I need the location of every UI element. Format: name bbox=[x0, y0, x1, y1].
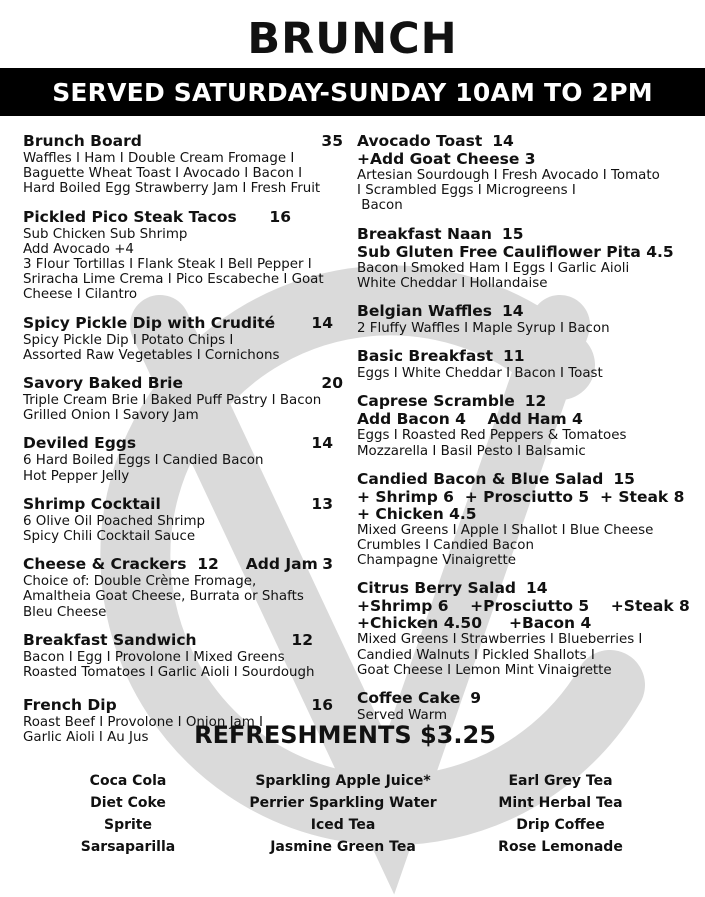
menu-column-left bbox=[23, 132, 343, 757]
menu-item-brunch-board bbox=[23, 132, 343, 197]
item-desc: Mixed Greens I Strawberries I Blueberries I bbox=[357, 632, 643, 648]
menu-item-candied-bacon-salad bbox=[357, 470, 697, 569]
item-name: French Dip bbox=[23, 696, 117, 715]
item-desc: Roast Beef I Provolone I Onion Jam I bbox=[23, 715, 263, 731]
item-desc: Goat Cheese I Lemon Mint Vinaigrette bbox=[357, 662, 612, 678]
item-desc: Hard Boiled Egg Strawberry Jam I Fresh Fruit bbox=[23, 181, 321, 197]
menu-item-shrimp-cocktail bbox=[23, 495, 343, 544]
item-name: Savory Baked Brie bbox=[23, 374, 183, 393]
menu-column-right bbox=[357, 132, 697, 734]
drink-item: Coca Cola bbox=[89, 773, 167, 789]
menu-item-pickle-dip bbox=[23, 314, 343, 363]
drink-item: Diet Coke bbox=[90, 795, 166, 811]
menu-item-cheese-crackers bbox=[23, 555, 343, 620]
item-name: Candied Bacon & Blue Salad bbox=[357, 469, 604, 488]
page-title: BRUNCH bbox=[247, 14, 458, 64]
menu-item-avocado-toast bbox=[357, 132, 697, 214]
item-name: Shrimp Cocktail bbox=[23, 494, 161, 513]
drink-item: Sarsaparilla bbox=[80, 839, 176, 855]
item-desc: Candied Walnuts I Pickled Shallots I bbox=[357, 647, 595, 663]
item-desc: Mixed Greens I Apple I Shallot I Blue Cheese bbox=[357, 522, 654, 538]
item-price: 3 bbox=[322, 555, 333, 574]
serving-hours-text: SERVED SATURDAY-SUNDAY 10AM TO 2PM bbox=[52, 77, 653, 107]
item-desc: 3 Flour Tortillas I Flank Steak I Bell Pepper I bbox=[23, 257, 312, 273]
drink-item: Sparkling Apple Juice* bbox=[255, 773, 431, 789]
item-name: Brunch Board bbox=[23, 132, 142, 150]
item-price: 11 bbox=[502, 347, 525, 366]
item-addon: Add Bacon 4 Add Ham 4 bbox=[357, 410, 583, 429]
item-desc: Add Avocado +4 bbox=[23, 241, 134, 257]
item-price: 20 bbox=[321, 374, 343, 393]
drink-column bbox=[58, 770, 198, 858]
item-name: Breakfast Naan bbox=[357, 224, 492, 243]
item-desc: Served Warm bbox=[357, 708, 448, 724]
item-desc: Garlic Aioli I Au Jus bbox=[23, 730, 149, 746]
item-price: 16 bbox=[311, 696, 333, 715]
menu-item-citrus-berry-salad bbox=[357, 579, 697, 678]
drink-item: Rose Lemonade bbox=[498, 839, 623, 855]
item-desc: Hot Pepper Jelly bbox=[23, 468, 130, 484]
menu-item-baked-brie bbox=[23, 374, 343, 423]
item-desc: Bleu Cheese bbox=[23, 604, 107, 620]
refreshments-title: REFRESHMENTS $3.25 bbox=[194, 721, 496, 749]
item-price: 15 bbox=[501, 224, 524, 243]
item-addon: +Chicken 4.50 +Bacon 4 bbox=[357, 614, 592, 633]
menu-item-deviled-eggs bbox=[23, 434, 343, 483]
item-desc: 6 Olive Oil Poached Shrimp bbox=[23, 513, 206, 529]
menu-item-breakfast-naan bbox=[357, 225, 697, 291]
item-desc: Assorted Raw Vegetables I Cornichons bbox=[23, 347, 280, 363]
item-price: 14 bbox=[492, 132, 514, 150]
item-desc: Mozzarella I Basil Pesto I Balsamic bbox=[357, 443, 586, 459]
item-desc: Sub Chicken Sub Shrimp bbox=[23, 226, 188, 242]
serving-hours-banner bbox=[0, 68, 705, 116]
menu-item-breakfast-sandwich bbox=[23, 631, 343, 680]
item-price: 14 bbox=[311, 434, 333, 453]
menu-item-coffee-cake bbox=[357, 689, 697, 723]
item-name: Cheese & Crackers 12 Add Jam bbox=[23, 555, 318, 574]
item-price: 16 bbox=[269, 207, 291, 226]
item-name: Citrus Berry Salad bbox=[357, 579, 517, 598]
item-addon: + Shrimp 6 + Prosciutto 5 + Steak 8 bbox=[357, 487, 685, 506]
item-desc: Crumbles I Candied Bacon bbox=[357, 538, 534, 554]
item-price: 12 bbox=[524, 392, 547, 411]
item-desc: Triple Cream Brie I Baked Puff Pastry I Bacon bbox=[23, 393, 322, 409]
item-name: Deviled Eggs bbox=[23, 434, 137, 453]
item-addon: +Add Goat Cheese 3 bbox=[357, 150, 536, 168]
item-addon: +Shrimp 6 +Prosciutto 5 +Steak 8 bbox=[357, 597, 690, 616]
item-name: Breakfast Sandwich bbox=[23, 630, 197, 649]
item-price: 14 bbox=[501, 302, 524, 321]
item-desc: Sriracha Lime Crema I Pico Escabeche I Goat bbox=[23, 272, 324, 288]
menu-item-basic-breakfast bbox=[357, 347, 697, 381]
item-name: Avocado Toast bbox=[357, 132, 483, 150]
item-desc: 6 Hard Boiled Eggs I Candied Bacon bbox=[23, 453, 264, 469]
item-desc: Bacon I Smoked Ham I Eggs I Garlic Aioli bbox=[357, 260, 630, 276]
item-price: 14 bbox=[526, 579, 548, 598]
item-name: Caprese Scramble bbox=[357, 392, 515, 411]
item-desc: Champagne Vinaigrette bbox=[357, 553, 516, 569]
drink-item: Iced Tea bbox=[310, 817, 376, 833]
item-desc: Bacon I Egg I Provolone I Mixed Greens bbox=[23, 649, 285, 665]
menu-item-belgian-waffles bbox=[357, 302, 697, 336]
item-desc: Spicy Pickle Dip I Potato Chips I bbox=[23, 332, 234, 348]
item-desc: Roasted Tomatoes I Garlic Aioli I Sourdough bbox=[23, 665, 315, 681]
drink-item: Mint Herbal Tea bbox=[498, 795, 623, 811]
item-price: 13 bbox=[311, 494, 333, 513]
item-desc: Eggs I White Cheddar I Bacon I Toast bbox=[357, 366, 603, 382]
item-desc: Spicy Chili Cocktail Sauce bbox=[23, 529, 196, 545]
item-name: Basic Breakfast bbox=[357, 347, 493, 366]
item-desc: 2 Fluffy Waffles I Maple Syrup I Bacon bbox=[357, 321, 610, 337]
item-price: 15 bbox=[613, 469, 635, 488]
item-desc: Baguette Wheat Toast I Avocado I Bacon I bbox=[23, 166, 303, 182]
item-name: Coffee Cake bbox=[357, 689, 461, 708]
item-desc: I Scrambled Eggs I Microgreens I bbox=[357, 183, 576, 199]
item-addon: + Chicken 4.5 bbox=[357, 504, 477, 523]
drink-column bbox=[478, 770, 643, 858]
item-desc: Bacon bbox=[357, 198, 403, 214]
drink-item: Sprite bbox=[104, 817, 152, 833]
item-desc: Amaltheia Goat Cheese, Burrata or Shafts bbox=[23, 589, 304, 605]
item-price: 9 bbox=[470, 689, 482, 708]
item-desc: Cheese I Cilantro bbox=[23, 287, 138, 303]
menu-item-steak-tacos bbox=[23, 208, 343, 303]
item-desc: Choice of: Double Crème Fromage, bbox=[23, 574, 257, 590]
item-name: Belgian Waffles bbox=[357, 302, 492, 321]
item-desc: Artesian Sourdough I Fresh Avocado I Tomato bbox=[357, 168, 660, 183]
item-price: 14 bbox=[311, 313, 333, 332]
item-name: Pickled Pico Steak Tacos bbox=[23, 207, 237, 226]
item-desc: Waffles I Ham I Double Cream Fromage I bbox=[23, 151, 295, 166]
item-desc: Eggs I Roasted Red Peppers & Tomatoes bbox=[357, 428, 627, 444]
menu-item-caprese-scramble bbox=[357, 392, 697, 458]
drink-column bbox=[248, 770, 438, 858]
item-desc: Grilled Onion I Savory Jam bbox=[23, 408, 199, 424]
drink-item: Earl Grey Tea bbox=[508, 773, 613, 789]
drink-item: Jasmine Green Tea bbox=[270, 839, 416, 855]
item-price: 35 bbox=[321, 132, 343, 150]
drink-item: Drip Coffee bbox=[516, 817, 605, 833]
item-addon: Sub Gluten Free Cauliflower Pita 4.5 bbox=[357, 242, 674, 261]
item-price: 12 bbox=[291, 630, 313, 649]
item-desc: White Cheddar I Hollandaise bbox=[357, 275, 548, 291]
drink-item: Perrier Sparkling Water bbox=[249, 795, 437, 811]
item-name: Spicy Pickle Dip with Crudité bbox=[23, 313, 276, 332]
